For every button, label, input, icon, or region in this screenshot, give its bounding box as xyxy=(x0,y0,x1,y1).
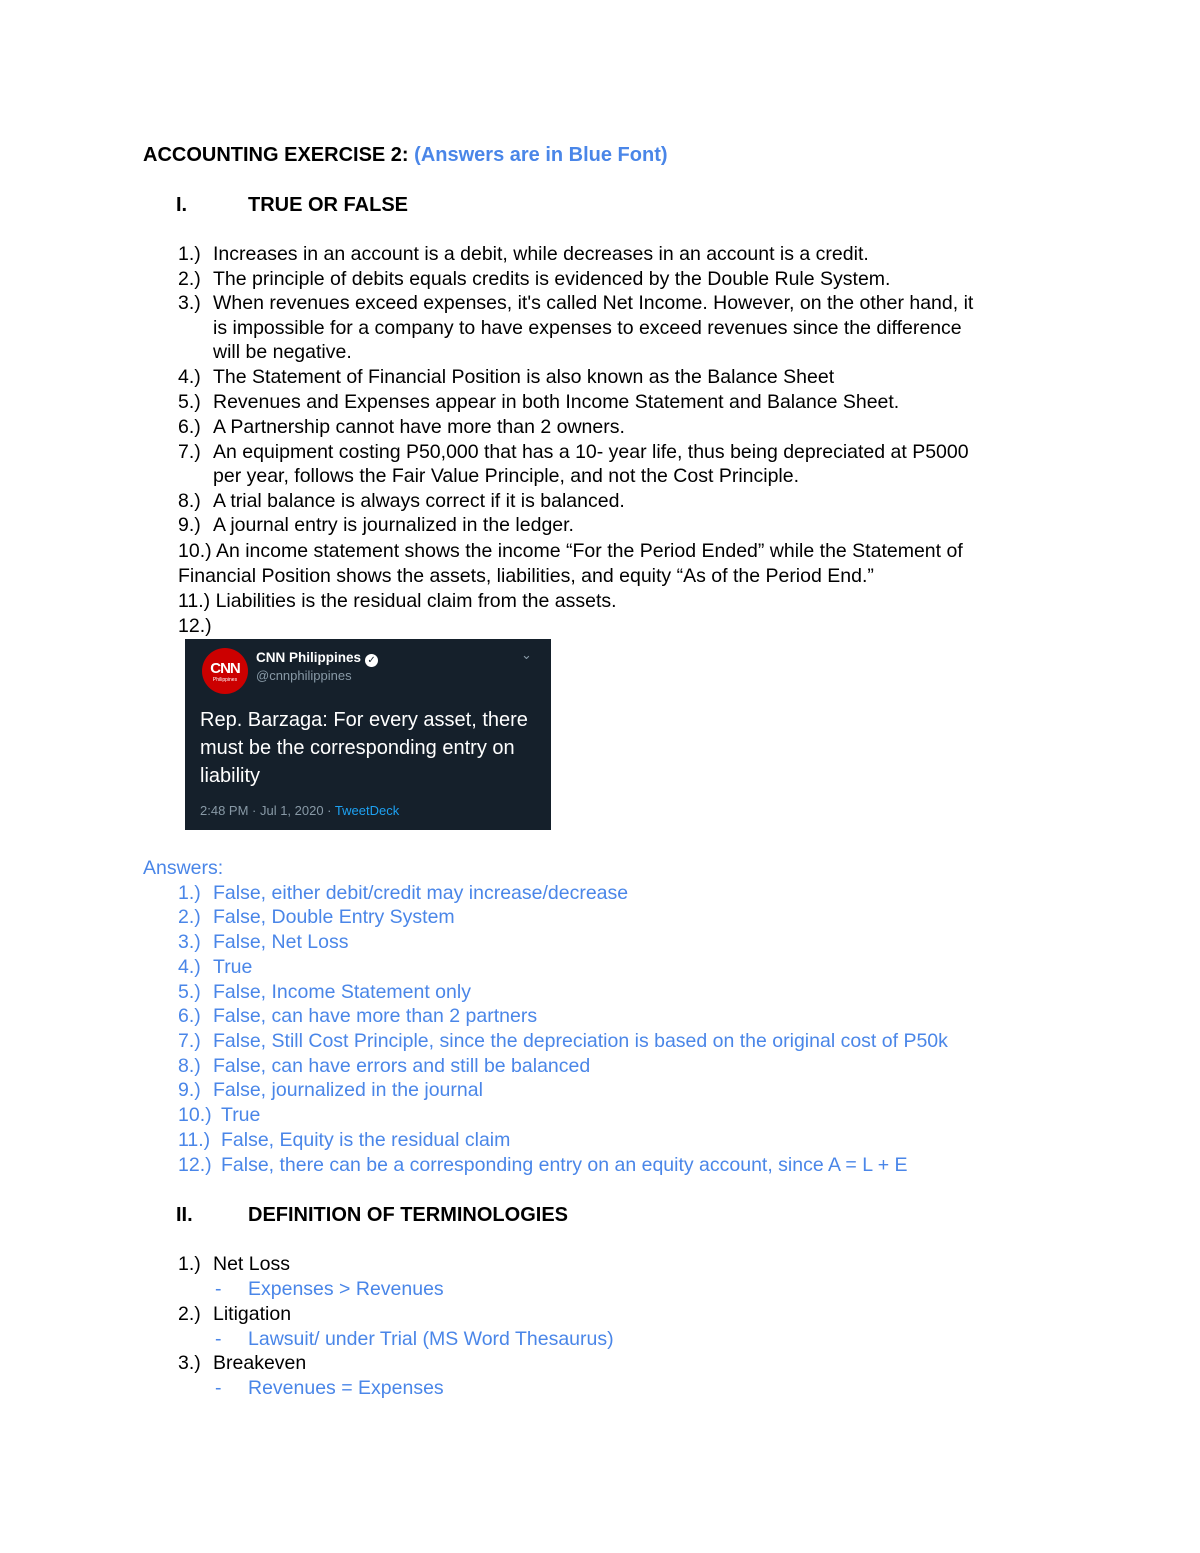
question-number: 8.) xyxy=(178,490,201,512)
section-2-title: DEFINITION OF TERMINOLOGIES xyxy=(248,1204,568,1226)
answer-text: False, Income Statement only xyxy=(213,981,471,1003)
question-number: 2.) xyxy=(178,268,201,290)
answer-number: 2.) xyxy=(178,906,201,928)
title-text: ACCOUNTING EXERCISE 2: xyxy=(143,144,409,166)
term-definition: Lawsuit/ under Trial (MS Word Thesaurus) xyxy=(248,1328,614,1350)
question-text: A journal entry is journalized in the ledger. xyxy=(213,514,574,536)
question-text: Increases in an account is a debit, while decreases in an account is a credit. xyxy=(213,243,869,265)
answer-text: False, Still Cost Principle, since the depreciation is based on the original cost of P50k xyxy=(213,1030,948,1052)
answer-text: True xyxy=(213,956,253,978)
question-text: Revenues and Expenses appear in both Income Statement and Balance Sheet. xyxy=(213,391,900,413)
question-text-continued: will be negative. xyxy=(213,341,352,363)
term-number: 3.) xyxy=(178,1352,201,1374)
answer-number: 8.) xyxy=(178,1055,201,1077)
question-text-continued: per year, follows the Fair Value Principle, and not the Cost Principle. xyxy=(213,465,800,487)
tweet-account-name xyxy=(256,650,378,667)
cnn-logo xyxy=(202,648,248,694)
answers-heading: Answers: xyxy=(143,857,224,879)
answer-number: 4.) xyxy=(178,956,201,978)
tweet-screenshot xyxy=(185,639,551,830)
answer-text: True xyxy=(221,1104,261,1126)
answer-number: 1.) xyxy=(178,882,201,904)
answer-number: 11.) xyxy=(178,1129,211,1151)
question-text: A trial balance is always correct if it is balanced. xyxy=(213,490,625,512)
question-number: 7.) xyxy=(178,441,201,463)
term-definition: Expenses > Revenues xyxy=(248,1278,444,1300)
term-name: Breakeven xyxy=(213,1352,307,1374)
answer-text: False, Net Loss xyxy=(213,931,349,953)
term-name: Litigation xyxy=(213,1303,292,1325)
chevron-down-icon: ⌄ xyxy=(521,647,532,662)
question-number: 3.) xyxy=(178,292,201,314)
tweet-source: TweetDeck xyxy=(334,803,400,818)
term-name: Net Loss xyxy=(213,1253,290,1275)
answer-text: False, can have errors and still be balanced xyxy=(213,1055,591,1077)
question-number: 9.) xyxy=(178,514,201,536)
question-text-continued: is impossible for a company to have expenses to exceed revenues since the difference xyxy=(213,317,962,339)
tweet-meta xyxy=(200,803,399,819)
term-number: 1.) xyxy=(178,1253,201,1275)
tweet-handle: @cnnphilippines xyxy=(256,668,352,683)
verified-badge-icon: ✓ xyxy=(365,654,378,667)
question-number: 6.) xyxy=(178,416,201,438)
answer-number: 10.) xyxy=(178,1104,212,1126)
answer-number: 7.) xyxy=(178,1030,201,1052)
question-11: 11.) Liabilities is the residual claim from the assets. xyxy=(178,590,617,612)
answer-text: False, journalized in the journal xyxy=(213,1079,483,1101)
answer-text: False, Double Entry System xyxy=(213,906,455,928)
answer-number: 9.) xyxy=(178,1079,201,1101)
account-name-text: CNN Philippines xyxy=(256,650,362,665)
term-number: 2.) xyxy=(178,1303,201,1325)
term-definition: Revenues = Expenses xyxy=(248,1377,444,1399)
question-number: 5.) xyxy=(178,391,201,413)
answer-number: 3.) xyxy=(178,931,201,953)
question-10-line-1: 10.) An income statement shows the income “For the Period Ended” while the Statement of xyxy=(178,540,963,562)
section-2-number: II. xyxy=(176,1204,193,1226)
tweet-body: Rep. Barzaga: For every asset, there must be the corresponding entry on liability xyxy=(200,709,528,787)
question-text: An equipment costing P50,000 that has a 10- year life, thus being depreciated at P5000 xyxy=(213,441,969,463)
question-text: A Partnership cannot have more than 2 owners. xyxy=(213,416,625,438)
question-text: The Statement of Financial Position is also known as the Balance Sheet xyxy=(213,366,835,388)
section-1-number: I. xyxy=(176,194,188,216)
question-text: The principle of debits equals credits is evidenced by the Double Rule System. xyxy=(213,268,891,290)
title-note: (Answers are in Blue Font) xyxy=(414,144,668,166)
answer-text: False, can have more than 2 partners xyxy=(213,1005,538,1027)
answer-text: False, either debit/credit may increase/decrease xyxy=(213,882,629,904)
cnn-logo-subtext: Philippines xyxy=(212,677,238,683)
definition-bullet: - xyxy=(215,1278,222,1300)
question-12: 12.) xyxy=(178,615,212,637)
definition-bullet: - xyxy=(215,1328,222,1350)
definition-bullet: - xyxy=(215,1377,222,1399)
question-10-line-2: Financial Position shows the assets, liabilities, and equity “As of the Period End.” xyxy=(178,565,874,587)
question-number: 1.) xyxy=(178,243,201,265)
answer-number: 6.) xyxy=(178,1005,201,1027)
answer-number: 5.) xyxy=(178,981,201,1003)
answer-text: False, Equity is the residual claim xyxy=(221,1129,511,1151)
section-1-title: TRUE OR FALSE xyxy=(248,194,409,216)
question-text: When revenues exceed expenses, it's called Net Income. However, on the other hand, it xyxy=(213,292,974,314)
answer-text: False, there can be a corresponding entry on an equity account, since A = L + E xyxy=(221,1154,908,1176)
cnn-logo-text: CNN xyxy=(210,660,240,677)
tweet-timestamp: 2:48 PM · Jul 1, 2020 · xyxy=(200,803,332,818)
answer-number: 12.) xyxy=(178,1154,212,1176)
document-title xyxy=(143,143,668,168)
question-number: 4.) xyxy=(178,366,201,388)
